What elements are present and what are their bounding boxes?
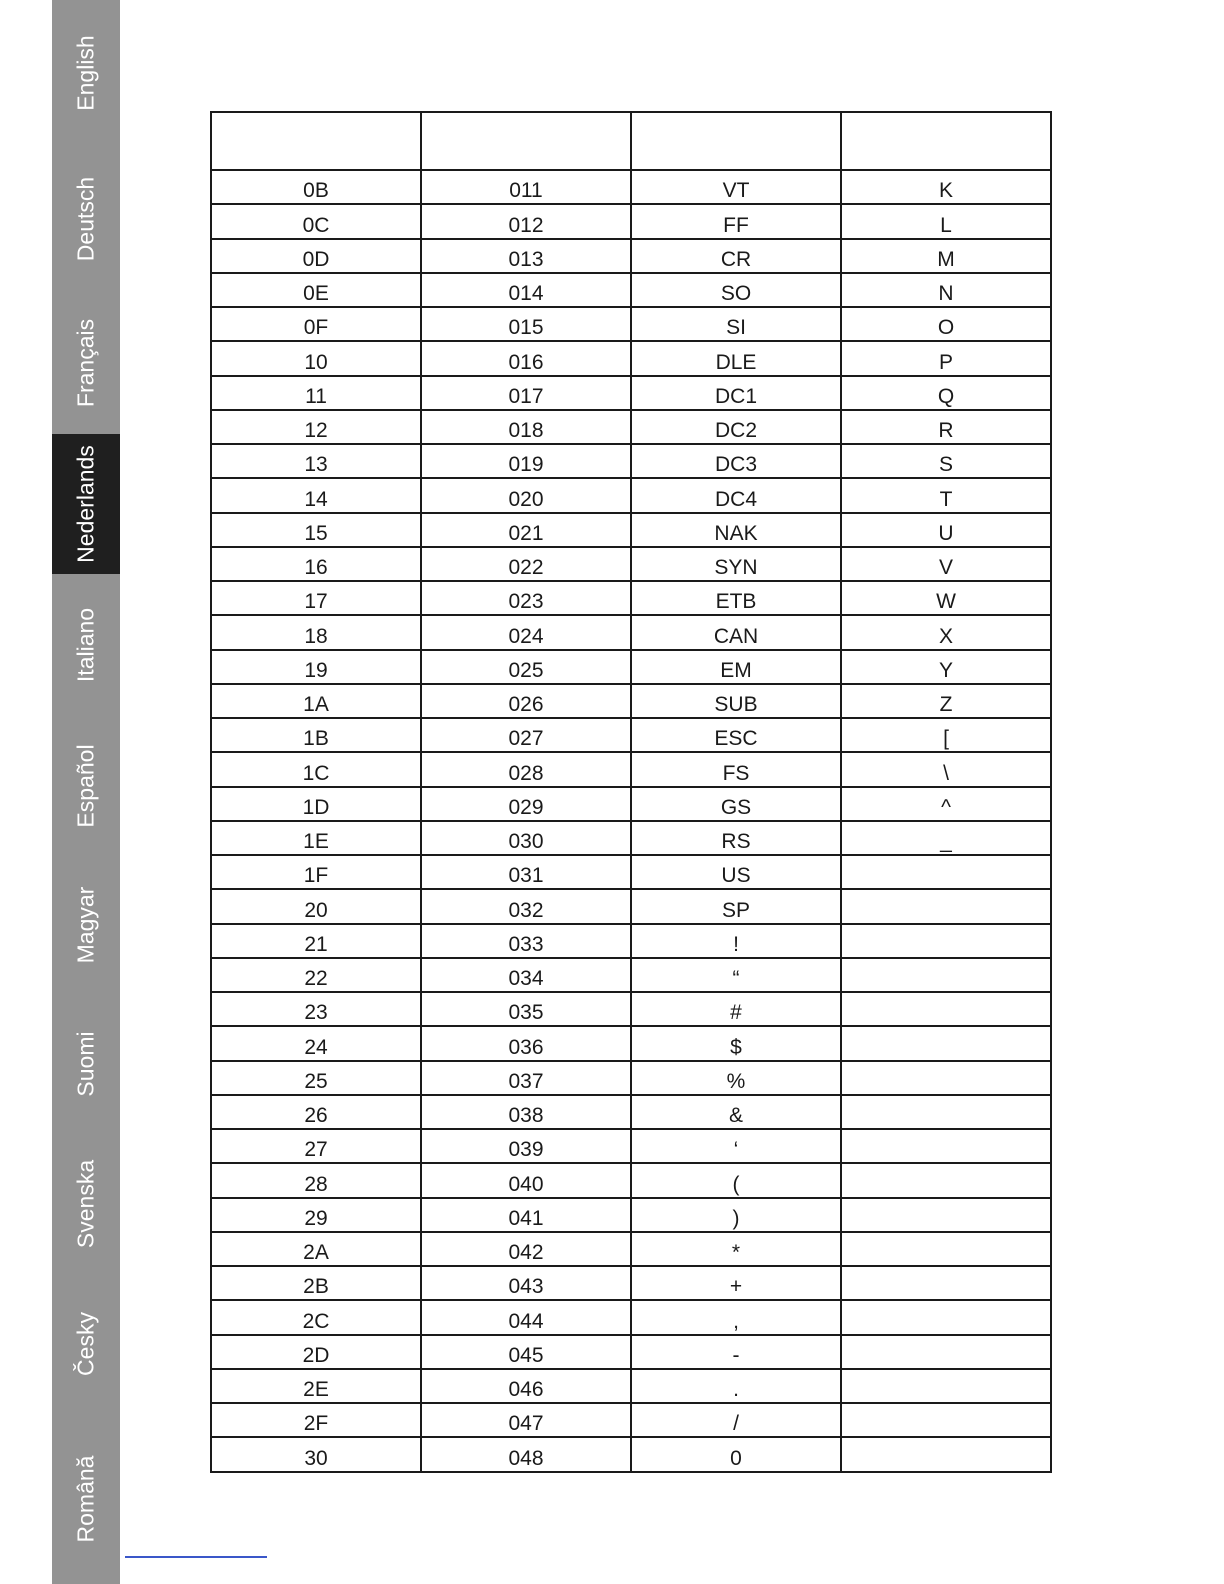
lang-tab-magyar[interactable]	[52, 856, 120, 994]
character-cell: Q	[841, 376, 1051, 410]
control-cell: SUB	[631, 684, 841, 718]
table-row	[211, 444, 1051, 478]
character-cell: R	[841, 410, 1051, 444]
decimal-cell: 019	[421, 444, 631, 478]
character-cell: T	[841, 478, 1051, 512]
lang-label: Français	[72, 318, 99, 408]
header-cell-character	[841, 112, 1051, 170]
hex-cell: 29	[211, 1198, 421, 1232]
character-cell: N	[841, 273, 1051, 307]
table-row	[211, 581, 1051, 615]
table-row	[211, 650, 1051, 684]
table-row	[211, 1300, 1051, 1334]
decimal-cell: 025	[421, 650, 631, 684]
table-row	[211, 341, 1051, 375]
control-cell: VT	[631, 170, 841, 204]
control-cell: +	[631, 1266, 841, 1300]
hex-cell: 22	[211, 958, 421, 992]
hex-cell: 18	[211, 615, 421, 649]
hex-cell: 24	[211, 1026, 421, 1060]
decimal-cell: 014	[421, 273, 631, 307]
control-cell: CR	[631, 239, 841, 273]
hex-cell: 17	[211, 581, 421, 615]
control-cell: ETB	[631, 581, 841, 615]
lang-label: Svenska	[72, 1159, 99, 1249]
control-cell: EM	[631, 650, 841, 684]
control-cell: )	[631, 1198, 841, 1232]
table-row	[211, 170, 1051, 204]
table-row	[211, 410, 1051, 444]
lang-label: Italiano	[72, 607, 99, 683]
table-row	[211, 615, 1051, 649]
hex-cell: 2C	[211, 1300, 421, 1334]
hex-cell: 2E	[211, 1369, 421, 1403]
table-header-row	[211, 112, 1051, 170]
control-cell: ESC	[631, 718, 841, 752]
lang-tab-nederlands[interactable]	[52, 434, 120, 574]
character-cell: W	[841, 581, 1051, 615]
table-row	[211, 924, 1051, 958]
character-cell: Y	[841, 650, 1051, 684]
hex-cell: 21	[211, 924, 421, 958]
table-row	[211, 478, 1051, 512]
control-cell: DC3	[631, 444, 841, 478]
control-cell: $	[631, 1026, 841, 1060]
table-row	[211, 958, 1051, 992]
decimal-cell: 045	[421, 1335, 631, 1369]
decimal-cell: 035	[421, 992, 631, 1026]
table-row	[211, 684, 1051, 718]
control-cell: NAK	[631, 513, 841, 547]
control-cell: DC2	[631, 410, 841, 444]
character-cell: \	[841, 752, 1051, 786]
control-cell: SI	[631, 307, 841, 341]
control-cell: !	[631, 924, 841, 958]
hex-cell: 1A	[211, 684, 421, 718]
language-sidebar	[52, 0, 120, 1584]
control-cell: ,	[631, 1300, 841, 1334]
character-cell	[841, 855, 1051, 889]
table-row	[211, 992, 1051, 1026]
hex-cell: 11	[211, 376, 421, 410]
decimal-cell: 046	[421, 1369, 631, 1403]
character-cell: V	[841, 547, 1051, 581]
lang-tab-francais[interactable]	[52, 292, 120, 434]
character-cell: ^	[841, 787, 1051, 821]
decimal-cell: 021	[421, 513, 631, 547]
decimal-cell: 027	[421, 718, 631, 752]
decimal-cell: 023	[421, 581, 631, 615]
table-row	[211, 889, 1051, 923]
lang-tab-espanol[interactable]	[52, 716, 120, 856]
hex-cell: 20	[211, 889, 421, 923]
hex-cell: 23	[211, 992, 421, 1026]
hex-cell: 0C	[211, 204, 421, 238]
hex-cell: 28	[211, 1163, 421, 1197]
decimal-cell: 012	[421, 204, 631, 238]
decimal-cell: 028	[421, 752, 631, 786]
control-cell: DC1	[631, 376, 841, 410]
character-cell	[841, 1300, 1051, 1334]
decimal-cell: 026	[421, 684, 631, 718]
decimal-cell: 032	[421, 889, 631, 923]
character-cell	[841, 1369, 1051, 1403]
control-cell: #	[631, 992, 841, 1026]
header-cell-control	[631, 112, 841, 170]
table-body	[211, 170, 1051, 1472]
character-cell	[841, 924, 1051, 958]
decimal-cell: 037	[421, 1061, 631, 1095]
character-cell: K	[841, 170, 1051, 204]
control-cell: RS	[631, 821, 841, 855]
lang-label: Español	[72, 744, 99, 828]
table-row	[211, 752, 1051, 786]
lang-label: Suomi	[72, 1031, 99, 1097]
character-cell	[841, 1403, 1051, 1437]
decimal-cell: 048	[421, 1437, 631, 1471]
table-row	[211, 1163, 1051, 1197]
table-row	[211, 204, 1051, 238]
control-cell: FF	[631, 204, 841, 238]
character-cell	[841, 958, 1051, 992]
character-cell	[841, 1095, 1051, 1129]
character-cell: O	[841, 307, 1051, 341]
decimal-cell: 016	[421, 341, 631, 375]
control-cell: DLE	[631, 341, 841, 375]
table-row	[211, 1061, 1051, 1095]
character-cell: Z	[841, 684, 1051, 718]
lang-tab-cesky[interactable]	[52, 1274, 120, 1414]
character-cell	[841, 889, 1051, 923]
table-row	[211, 1437, 1051, 1471]
decimal-cell: 038	[421, 1095, 631, 1129]
table-row	[211, 1266, 1051, 1300]
decimal-cell: 017	[421, 376, 631, 410]
control-cell: GS	[631, 787, 841, 821]
lang-label: Česky	[72, 1312, 99, 1376]
ascii-code-table	[210, 111, 1052, 1473]
table-row	[211, 1198, 1051, 1232]
decimal-cell: 039	[421, 1129, 631, 1163]
decimal-cell: 041	[421, 1198, 631, 1232]
table-row	[211, 1335, 1051, 1369]
hex-cell: 0D	[211, 239, 421, 273]
hex-cell: 30	[211, 1437, 421, 1471]
lang-tab-svenska[interactable]	[52, 1134, 120, 1274]
decimal-cell: 029	[421, 787, 631, 821]
decimal-cell: 011	[421, 170, 631, 204]
table-row	[211, 376, 1051, 410]
control-cell: ‘	[631, 1129, 841, 1163]
character-cell	[841, 1232, 1051, 1266]
control-cell: /	[631, 1403, 841, 1437]
control-cell: 0	[631, 1437, 841, 1471]
hex-cell: 1C	[211, 752, 421, 786]
table-row	[211, 855, 1051, 889]
lang-label: Deutsch	[72, 176, 99, 262]
control-cell: FS	[631, 752, 841, 786]
control-cell: DC4	[631, 478, 841, 512]
decimal-cell: 020	[421, 478, 631, 512]
table-row	[211, 1026, 1051, 1060]
hex-cell: 26	[211, 1095, 421, 1129]
hex-cell: 0B	[211, 170, 421, 204]
decimal-cell: 043	[421, 1266, 631, 1300]
hex-cell: 1F	[211, 855, 421, 889]
decimal-cell: 042	[421, 1232, 631, 1266]
footer-link-line	[125, 1556, 267, 1558]
hex-cell: 1D	[211, 787, 421, 821]
decimal-cell: 040	[421, 1163, 631, 1197]
table-row	[211, 547, 1051, 581]
table-row	[211, 718, 1051, 752]
lang-tab-italiano[interactable]	[52, 574, 120, 716]
control-cell: *	[631, 1232, 841, 1266]
decimal-cell: 036	[421, 1026, 631, 1060]
hex-cell: 12	[211, 410, 421, 444]
character-cell	[841, 1437, 1051, 1471]
character-cell	[841, 1026, 1051, 1060]
control-cell: SYN	[631, 547, 841, 581]
control-cell: US	[631, 855, 841, 889]
table-row	[211, 1232, 1051, 1266]
decimal-cell: 024	[421, 615, 631, 649]
table-row	[211, 1095, 1051, 1129]
table-row	[211, 1403, 1051, 1437]
hex-cell: 2A	[211, 1232, 421, 1266]
lang-tab-deutsch[interactable]	[52, 146, 120, 292]
hex-cell: 14	[211, 478, 421, 512]
hex-cell: 25	[211, 1061, 421, 1095]
control-cell: (	[631, 1163, 841, 1197]
table-row	[211, 239, 1051, 273]
header-cell-decimal	[421, 112, 631, 170]
hex-cell: 13	[211, 444, 421, 478]
table-row	[211, 787, 1051, 821]
table-row	[211, 513, 1051, 547]
character-cell	[841, 1335, 1051, 1369]
character-cell: P	[841, 341, 1051, 375]
character-cell	[841, 1266, 1051, 1300]
character-cell	[841, 992, 1051, 1026]
decimal-cell: 013	[421, 239, 631, 273]
hex-cell: 0F	[211, 307, 421, 341]
decimal-cell: 034	[421, 958, 631, 992]
lang-label: Română	[72, 1455, 99, 1543]
decimal-cell: 030	[421, 821, 631, 855]
hex-cell: 27	[211, 1129, 421, 1163]
character-cell	[841, 1061, 1051, 1095]
hex-cell: 2D	[211, 1335, 421, 1369]
lang-tab-english[interactable]	[52, 0, 120, 146]
character-cell: L	[841, 204, 1051, 238]
table-row	[211, 1129, 1051, 1163]
hex-cell: 2B	[211, 1266, 421, 1300]
character-cell: [	[841, 718, 1051, 752]
decimal-cell: 031	[421, 855, 631, 889]
control-cell: %	[631, 1061, 841, 1095]
lang-label: Nederlands	[72, 445, 99, 563]
lang-label: Magyar	[72, 886, 99, 964]
table-row	[211, 273, 1051, 307]
lang-label: English	[72, 35, 99, 111]
hex-cell: 15	[211, 513, 421, 547]
hex-cell: 1E	[211, 821, 421, 855]
character-cell: S	[841, 444, 1051, 478]
character-cell	[841, 1198, 1051, 1232]
decimal-cell: 047	[421, 1403, 631, 1437]
decimal-cell: 044	[421, 1300, 631, 1334]
decimal-cell: 022	[421, 547, 631, 581]
control-cell: SP	[631, 889, 841, 923]
control-cell: SO	[631, 273, 841, 307]
table-row	[211, 821, 1051, 855]
hex-cell: 19	[211, 650, 421, 684]
lang-tab-suomi[interactable]	[52, 994, 120, 1134]
decimal-cell: 033	[421, 924, 631, 958]
lang-tab-romana[interactable]	[52, 1414, 120, 1584]
hex-cell: 16	[211, 547, 421, 581]
hex-cell: 0E	[211, 273, 421, 307]
control-cell: .	[631, 1369, 841, 1403]
character-cell	[841, 1129, 1051, 1163]
character-cell: X	[841, 615, 1051, 649]
hex-cell: 2F	[211, 1403, 421, 1437]
character-cell: M	[841, 239, 1051, 273]
control-cell: CAN	[631, 615, 841, 649]
table-row	[211, 307, 1051, 341]
decimal-cell: 018	[421, 410, 631, 444]
table-row	[211, 1369, 1051, 1403]
character-cell	[841, 1163, 1051, 1197]
header-cell-hex	[211, 112, 421, 170]
hex-cell: 10	[211, 341, 421, 375]
control-cell: “	[631, 958, 841, 992]
character-cell: _	[841, 821, 1051, 855]
control-cell: &	[631, 1095, 841, 1129]
hex-cell: 1B	[211, 718, 421, 752]
decimal-cell: 015	[421, 307, 631, 341]
control-cell: -	[631, 1335, 841, 1369]
character-cell: U	[841, 513, 1051, 547]
